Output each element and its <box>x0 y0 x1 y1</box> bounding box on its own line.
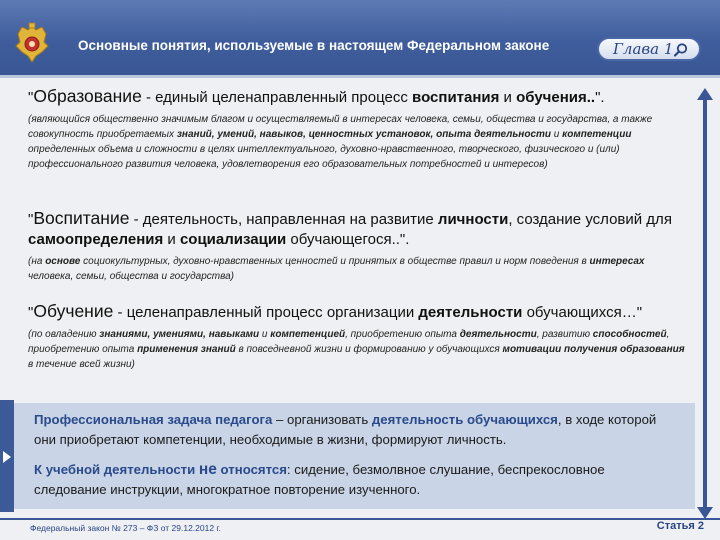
footer-divider <box>0 518 720 520</box>
term-education: Образование <box>33 86 142 106</box>
scroll-up-arrow-icon[interactable] <box>697 88 713 100</box>
footer-law-reference: Федеральный закон № 273 – ФЗ от 29.12.2012 г. <box>30 523 221 533</box>
definition-heading: "Обучение - целенаправленный процесс организации деятельности обучающихся…" <box>28 301 643 321</box>
page-title: Основные понятия, используемые в настоящем Федеральном законе <box>78 38 550 53</box>
definition-upbringing <box>28 208 692 284</box>
teacher-task-note <box>14 403 695 509</box>
definition-heading: "Образование - единый целенаправленный процесс воспитания и обучения..". <box>28 86 605 106</box>
note-paragraph: К учебной деятельности не относятся: сидение, безмолвное слушание, беспрекословное следование инструкции, многократное повторение изученного. <box>34 461 605 497</box>
term-learning: Обучение <box>33 301 114 321</box>
scrollbar-track[interactable] <box>703 96 707 512</box>
definition-heading: "Воспитание - деятельность, направленная на развитие личности, создание условий для самоопределения и социализации обучающегося..". <box>28 208 672 248</box>
definition-note: (являющийся общественно значимым благом и осуществляемый в интересах человека, семьи, общества и государства, а также совокупность приобретаемых знаний, умений, навыков, ценностных установок, опыта деятельности и компетенции определенных объема и сложности в целях интеллектуального, духовно-нравственного, творческого, физического и (или) профессионального развития человека, удовлетворения его образовательных потребностей и интересов) <box>28 114 653 170</box>
chapter-search-box[interactable] <box>597 37 701 61</box>
note-paragraph: Профессиональная задача педагога – организовать деятельность обучающихся, в ходе которой они приобретают компетенции, необходимые в жизни, формируют личность. <box>34 412 657 447</box>
search-icon[interactable] <box>673 42 689 63</box>
header-bar <box>0 0 720 78</box>
definition-note: (по овладению знаниями, умениями, навыками и компетенцией, приобретению опыта деятельности, развитию способностей, приобретению опыта применения знаний в повседневной жизни и формированию у обучающихся мотивации получения образования в течение всей жизни) <box>28 329 685 370</box>
definition-education <box>28 86 692 172</box>
coat-of-arms-icon <box>12 22 52 66</box>
term-upbringing: Воспитание <box>33 208 130 228</box>
play-arrow-icon[interactable] <box>3 451 11 463</box>
chapter-label: Глава 1 <box>613 40 674 58</box>
footer-article-number: Статья 2 <box>656 520 704 532</box>
definition-learning <box>28 301 692 372</box>
definition-note: (на основе социокультурных, духовно-нравственных ценностей и принятых в обществе правил и норм поведения в интересах человека, семьи, общества и государства) <box>28 256 645 282</box>
